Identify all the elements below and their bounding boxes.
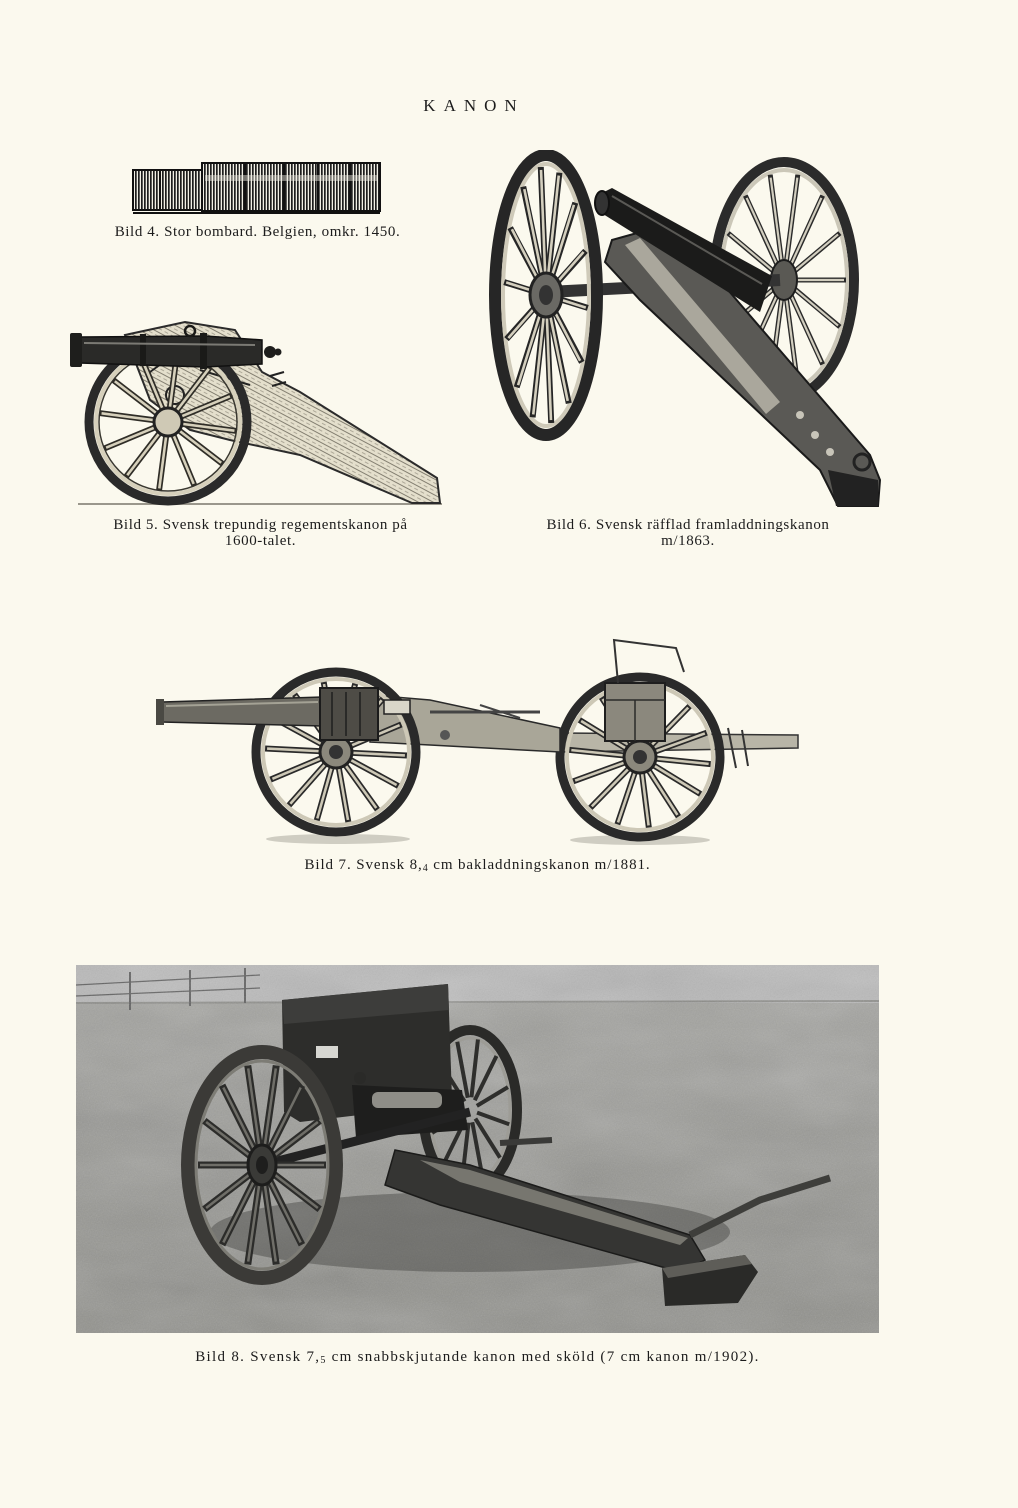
wheel-spoke	[787, 178, 798, 261]
page-header: KANON	[423, 96, 525, 115]
caption-line-2: 1600-talet.	[224, 533, 297, 549]
wheel-hub-cap	[256, 1156, 268, 1174]
quickfiring-gun-photo	[76, 965, 879, 1333]
wheel-hub	[154, 408, 182, 436]
caption-bild-7	[200, 857, 755, 873]
caption-text: Stor bombard. Belgien, omkr. 1450.	[164, 224, 401, 240]
bombard-chamber	[133, 170, 203, 210]
bombard-highlight	[205, 175, 377, 181]
caption-label: Bild 6.	[546, 517, 592, 533]
caption-text-after: cm snabbskjutande kanon med sköld (7 cm kanon m/1902).	[326, 1349, 760, 1365]
wheel-hub-cap	[329, 745, 343, 759]
rifled-muzzleloader-illustration	[488, 150, 888, 512]
caption-bild-5	[58, 517, 463, 549]
caption-bild-4	[60, 224, 455, 240]
caption-text-before: Svensk 8,	[356, 857, 423, 873]
caption-label: Bild 4.	[114, 224, 160, 240]
wheel-spoke	[339, 767, 348, 820]
caption-text: Svensk räfflad framladdningskanon	[595, 517, 830, 533]
caption-line-1	[488, 517, 888, 533]
caption-subscript: 5	[320, 1355, 327, 1366]
caption-line-1	[58, 517, 463, 533]
seat-arm	[500, 1140, 552, 1143]
caption-text-after: cm bakladdningskanon m/1881.	[428, 857, 651, 873]
cannon-barrel	[156, 697, 322, 726]
breechloader-illustration	[150, 625, 810, 850]
caption-text-before: Svensk 7,	[250, 1349, 321, 1365]
caption-text: Svensk trepundig regementskanon på	[162, 517, 408, 533]
bombard-illustration	[128, 158, 386, 218]
wheel-hub-cap	[633, 750, 647, 764]
caption-bild-6	[488, 517, 888, 549]
regimental-gun-illustration	[65, 315, 450, 510]
caption-label: Bild 7.	[304, 857, 352, 873]
bombard-barrel	[202, 163, 380, 211]
caption-label: Bild 5.	[113, 517, 159, 533]
caption-label: Bild 8.	[195, 1349, 246, 1365]
wheel-hub-cap	[539, 285, 553, 305]
caption-bild-8	[90, 1349, 865, 1365]
caption-line-2: m/1863.	[661, 533, 715, 549]
wheel-spoke	[771, 178, 782, 261]
caption-subscript: 4	[422, 863, 429, 874]
